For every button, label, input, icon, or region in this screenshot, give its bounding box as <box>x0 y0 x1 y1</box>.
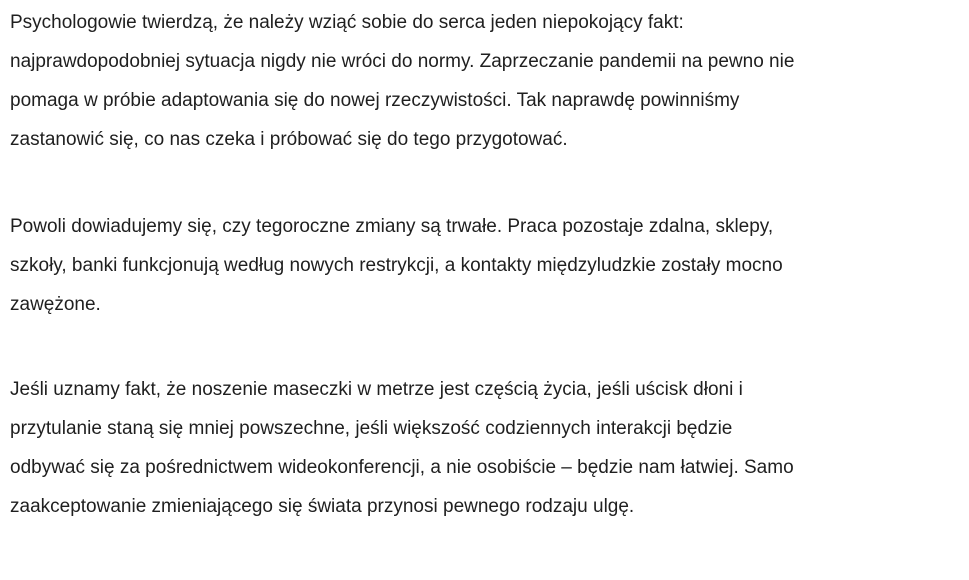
paragraph-changes <box>10 207 960 324</box>
paragraph-line: zaakceptowanie zmieniającego się świata przynosi pewnego rodzaju ulgę. <box>10 496 635 517</box>
paragraph-acceptance <box>10 370 960 526</box>
paragraph-line: przytulanie staną się mniej powszechne, jeśli większość codziennych interakcji będzie <box>10 418 733 439</box>
paragraph-line: zastanowić się, co nas czeka i próbować się do tego przygotować. <box>10 129 568 150</box>
paragraph-line: Powoli dowiadujemy się, czy tegoroczne zmiany są trwałe. Praca pozostaje zdalna, sklepy, <box>10 216 774 237</box>
paragraph-line: najprawdopodobniej sytuacja nigdy nie wróci do normy. Zaprzeczanie pandemii na pewno nie <box>10 51 795 72</box>
paragraph-line: szkoły, banki funkcjonują według nowych restrykcji, a kontakty międzyludzkie zostały mocno <box>10 255 783 276</box>
paragraph-line: pomaga w próbie adaptowania się do nowej rzeczywistości. Tak naprawdę powinniśmy <box>10 90 740 111</box>
paragraph-line: odbywać się za pośrednictwem wideokonferencji, a nie osobiście – będzie nam łatwiej. Samo <box>10 457 794 478</box>
paragraph-psychologists <box>10 3 960 159</box>
paragraph-line: zawężone. <box>10 294 101 315</box>
paragraph-line: Jeśli uznamy fakt, że noszenie maseczki w metrze jest częścią życia, jeśli uścisk dłoni i <box>10 379 743 400</box>
paragraph-line: Psychologowie twierdzą, że należy wziąć sobie do serca jeden niepokojący fakt: <box>10 12 684 33</box>
